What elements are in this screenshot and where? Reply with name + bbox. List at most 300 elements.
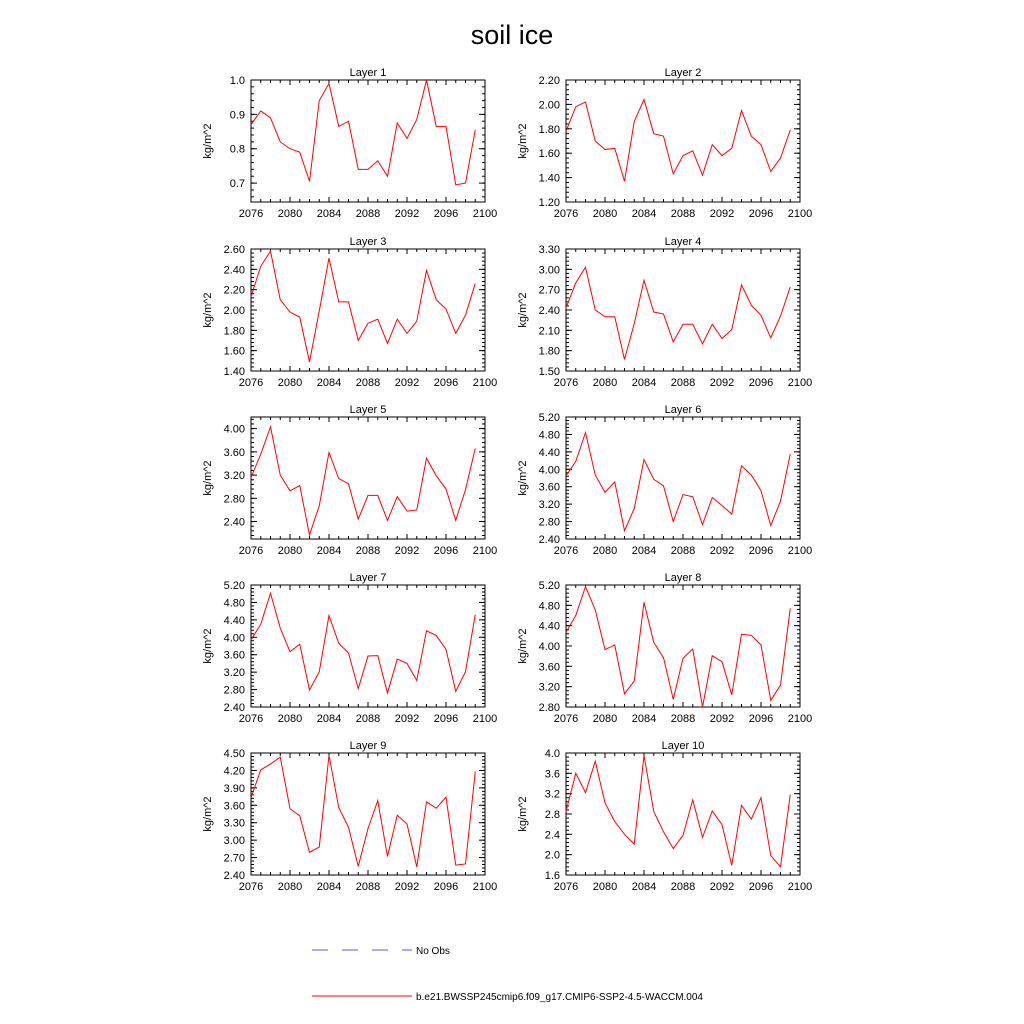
y-axis-label: kg/m^2 bbox=[202, 796, 214, 832]
data-point bbox=[692, 648, 693, 649]
data-point bbox=[653, 479, 654, 480]
y-tick-label: 2.40 bbox=[223, 702, 245, 714]
series-line bbox=[251, 593, 475, 693]
data-point bbox=[575, 282, 576, 283]
x-tick-label: 2084 bbox=[316, 713, 342, 725]
data-point bbox=[455, 184, 456, 185]
y-tick-label: 4.50 bbox=[223, 748, 245, 760]
data-point bbox=[309, 689, 310, 690]
data-point bbox=[702, 706, 703, 707]
x-tick-label: 2096 bbox=[748, 545, 774, 557]
x-tick-label: 2092 bbox=[709, 713, 735, 725]
y-axis-label: kg/m^2 bbox=[202, 628, 214, 664]
x-tick-label: 2088 bbox=[355, 881, 381, 893]
x-tick-label: 2084 bbox=[631, 713, 657, 725]
y-axis-label: kg/m^2 bbox=[202, 460, 214, 496]
data-point bbox=[614, 821, 615, 822]
plot-frame bbox=[251, 753, 485, 875]
data-point bbox=[770, 855, 771, 856]
data-point bbox=[643, 280, 644, 281]
data-point bbox=[377, 495, 378, 496]
panel-layer-10 bbox=[517, 740, 812, 893]
x-tick-label: 2088 bbox=[670, 713, 696, 725]
y-tick-label: 4.40 bbox=[538, 620, 560, 633]
data-point bbox=[328, 755, 329, 756]
y-axis-label: kg/m^2 bbox=[517, 292, 529, 328]
data-point bbox=[319, 847, 320, 848]
data-point bbox=[319, 100, 320, 101]
data-point bbox=[377, 800, 378, 801]
data-point bbox=[280, 756, 281, 757]
data-point bbox=[790, 608, 791, 609]
x-tick-label: 2092 bbox=[394, 545, 420, 557]
data-point bbox=[445, 126, 446, 127]
data-point bbox=[751, 818, 752, 819]
data-point bbox=[455, 333, 456, 334]
x-tick-label: 2088 bbox=[355, 713, 381, 725]
panel-layer-3 bbox=[202, 236, 497, 389]
y-tick-label: 1.80 bbox=[223, 325, 245, 338]
x-tick-label: 2084 bbox=[316, 545, 342, 557]
data-point bbox=[702, 524, 703, 525]
y-tick-label: 4.0 bbox=[544, 748, 560, 760]
data-point bbox=[475, 614, 476, 615]
data-point bbox=[780, 157, 781, 158]
data-point bbox=[367, 655, 368, 656]
data-point bbox=[367, 169, 368, 170]
data-point bbox=[643, 755, 644, 756]
data-point bbox=[338, 301, 339, 302]
x-tick-label: 2100 bbox=[787, 713, 813, 725]
data-point bbox=[260, 110, 261, 111]
data-point bbox=[682, 324, 683, 325]
data-point bbox=[741, 465, 742, 466]
x-tick-label: 2096 bbox=[433, 881, 459, 893]
x-tick-label: 2080 bbox=[277, 881, 303, 893]
y-tick-label: 2.60 bbox=[223, 244, 245, 256]
data-point bbox=[455, 691, 456, 692]
data-point bbox=[692, 150, 693, 151]
y-tick-label: 2.80 bbox=[223, 684, 245, 697]
data-point bbox=[445, 488, 446, 489]
plot-frame bbox=[566, 80, 800, 202]
series-line bbox=[566, 756, 790, 867]
data-point bbox=[367, 495, 368, 496]
series-line bbox=[251, 251, 475, 362]
data-point bbox=[465, 182, 466, 183]
data-point bbox=[585, 432, 586, 433]
series-line bbox=[566, 433, 790, 531]
x-tick-label: 2100 bbox=[787, 545, 813, 557]
data-point bbox=[712, 144, 713, 145]
data-point bbox=[692, 324, 693, 325]
data-point bbox=[280, 299, 281, 300]
y-tick-label: 1.50 bbox=[538, 366, 560, 378]
data-point bbox=[634, 323, 635, 324]
data-point bbox=[280, 474, 281, 475]
data-point bbox=[760, 644, 761, 645]
y-tick-label: 4.40 bbox=[538, 446, 560, 459]
data-point bbox=[673, 848, 674, 849]
data-point bbox=[465, 863, 466, 864]
data-point bbox=[299, 815, 300, 816]
data-point bbox=[280, 628, 281, 629]
x-tick-label: 2100 bbox=[472, 713, 498, 725]
data-point bbox=[634, 680, 635, 681]
panel-title: Layer 8 bbox=[664, 572, 702, 584]
data-point bbox=[780, 316, 781, 317]
x-tick-label: 2096 bbox=[748, 881, 774, 893]
data-point bbox=[653, 642, 654, 643]
y-tick-label: 3.60 bbox=[538, 661, 560, 674]
data-point bbox=[387, 692, 388, 693]
data-point bbox=[309, 534, 310, 535]
panel-title: Layer 9 bbox=[349, 740, 387, 752]
data-point bbox=[328, 83, 329, 84]
data-point bbox=[455, 520, 456, 521]
data-point bbox=[348, 827, 349, 828]
data-point bbox=[682, 155, 683, 156]
x-tick-label: 2088 bbox=[355, 545, 381, 557]
data-point bbox=[604, 492, 605, 493]
data-point bbox=[741, 110, 742, 111]
x-tick-label: 2100 bbox=[472, 208, 498, 220]
data-point bbox=[416, 321, 417, 322]
y-tick-label: 2.40 bbox=[538, 534, 560, 546]
data-point bbox=[406, 823, 407, 824]
y-tick-label: 5.20 bbox=[538, 412, 560, 424]
y-tick-label: 3.00 bbox=[538, 264, 560, 277]
series-line bbox=[251, 80, 475, 185]
x-tick-label: 2100 bbox=[787, 208, 813, 220]
data-point bbox=[328, 258, 329, 259]
data-point bbox=[387, 343, 388, 344]
y-tick-label: 2.80 bbox=[538, 516, 560, 529]
data-point bbox=[653, 133, 654, 134]
y-tick-label: 2.20 bbox=[223, 284, 245, 297]
y-tick-label: 3.60 bbox=[223, 800, 245, 813]
data-point bbox=[348, 301, 349, 302]
data-point bbox=[436, 299, 437, 300]
data-point bbox=[289, 148, 290, 149]
data-point bbox=[377, 319, 378, 320]
panel-title: Layer 7 bbox=[349, 572, 387, 584]
data-point bbox=[790, 794, 791, 795]
data-point bbox=[673, 341, 674, 342]
panel-layer-7 bbox=[202, 572, 497, 725]
x-tick-label: 2084 bbox=[631, 208, 657, 220]
data-point bbox=[575, 615, 576, 616]
data-point bbox=[299, 644, 300, 645]
legend-obs-label: No Obs bbox=[416, 946, 450, 957]
data-point bbox=[770, 337, 771, 338]
data-point bbox=[673, 173, 674, 174]
data-point bbox=[673, 699, 674, 700]
data-point bbox=[585, 101, 586, 102]
data-point bbox=[595, 140, 596, 141]
data-point bbox=[358, 688, 359, 689]
data-point bbox=[328, 452, 329, 453]
y-tick-label: 1.40 bbox=[538, 172, 560, 185]
data-point bbox=[436, 475, 437, 476]
data-point bbox=[387, 520, 388, 521]
data-point bbox=[397, 122, 398, 123]
data-point bbox=[358, 519, 359, 520]
data-point bbox=[575, 461, 576, 462]
data-point bbox=[377, 160, 378, 161]
series-line bbox=[566, 267, 790, 359]
data-point bbox=[465, 671, 466, 672]
data-point bbox=[760, 315, 761, 316]
x-tick-label: 2096 bbox=[748, 208, 774, 220]
data-point bbox=[397, 658, 398, 659]
data-point bbox=[465, 314, 466, 315]
data-point bbox=[624, 359, 625, 360]
data-point bbox=[397, 496, 398, 497]
x-tick-label: 2076 bbox=[553, 208, 579, 220]
data-point bbox=[416, 509, 417, 510]
y-tick-label: 3.6 bbox=[544, 768, 560, 781]
data-point bbox=[751, 305, 752, 306]
x-tick-label: 2092 bbox=[709, 208, 735, 220]
data-point bbox=[475, 129, 476, 130]
data-point bbox=[702, 837, 703, 838]
y-axis-label: kg/m^2 bbox=[202, 123, 214, 159]
data-point bbox=[338, 478, 339, 479]
y-tick-label: 3.30 bbox=[223, 817, 245, 830]
data-point bbox=[406, 663, 407, 664]
data-point bbox=[309, 852, 310, 853]
data-point bbox=[280, 141, 281, 142]
data-point bbox=[712, 497, 713, 498]
plot-frame bbox=[566, 417, 800, 539]
plot-frame bbox=[566, 585, 800, 707]
data-point bbox=[712, 324, 713, 325]
x-tick-label: 2084 bbox=[631, 881, 657, 893]
data-point bbox=[643, 602, 644, 603]
data-point bbox=[250, 477, 251, 478]
data-point bbox=[436, 126, 437, 127]
data-point bbox=[445, 649, 446, 650]
data-point bbox=[731, 329, 732, 330]
data-point bbox=[614, 148, 615, 149]
y-tick-label: 3.20 bbox=[538, 499, 560, 512]
x-tick-label: 2084 bbox=[316, 881, 342, 893]
data-point bbox=[445, 797, 446, 798]
series-line bbox=[251, 427, 475, 535]
data-point bbox=[595, 609, 596, 610]
data-point bbox=[624, 181, 625, 182]
x-tick-label: 2092 bbox=[394, 881, 420, 893]
x-tick-label: 2092 bbox=[709, 377, 735, 389]
x-tick-label: 2088 bbox=[355, 208, 381, 220]
data-point bbox=[760, 797, 761, 798]
x-tick-label: 2080 bbox=[277, 713, 303, 725]
plot-frame bbox=[251, 80, 485, 202]
data-point bbox=[426, 458, 427, 459]
data-point bbox=[319, 505, 320, 506]
data-point bbox=[445, 308, 446, 309]
x-tick-label: 2084 bbox=[316, 208, 342, 220]
data-point bbox=[565, 307, 566, 308]
data-point bbox=[270, 763, 271, 764]
y-tick-label: 3.60 bbox=[538, 481, 560, 494]
data-point bbox=[348, 483, 349, 484]
data-point bbox=[270, 250, 271, 251]
panel-layer-4 bbox=[517, 236, 812, 389]
x-tick-label: 2076 bbox=[238, 377, 264, 389]
data-point bbox=[604, 149, 605, 150]
data-point bbox=[260, 266, 261, 267]
y-tick-label: 3.00 bbox=[223, 835, 245, 848]
data-point bbox=[770, 525, 771, 526]
data-point bbox=[731, 865, 732, 866]
data-point bbox=[299, 317, 300, 318]
data-point bbox=[643, 459, 644, 460]
data-point bbox=[250, 639, 251, 640]
y-tick-label: 3.20 bbox=[223, 470, 245, 483]
x-tick-label: 2080 bbox=[592, 545, 618, 557]
data-point bbox=[682, 658, 683, 659]
data-point bbox=[751, 136, 752, 137]
x-tick-label: 2084 bbox=[631, 545, 657, 557]
y-tick-label: 2.4 bbox=[544, 829, 560, 842]
data-point bbox=[426, 79, 427, 80]
y-axis-label: kg/m^2 bbox=[517, 460, 529, 496]
data-point bbox=[712, 655, 713, 656]
y-tick-label: 1.80 bbox=[538, 123, 560, 136]
x-tick-label: 2076 bbox=[553, 713, 579, 725]
y-tick-label: 2.80 bbox=[223, 493, 245, 506]
data-point bbox=[436, 808, 437, 809]
y-tick-label: 2.00 bbox=[223, 305, 245, 317]
panel-layer-8 bbox=[517, 572, 812, 725]
y-tick-label: 2.40 bbox=[223, 516, 245, 529]
y-axis-label: kg/m^2 bbox=[517, 628, 529, 664]
data-point bbox=[751, 635, 752, 636]
x-tick-label: 2100 bbox=[472, 377, 498, 389]
data-point bbox=[575, 773, 576, 774]
x-tick-label: 2088 bbox=[355, 377, 381, 389]
data-point bbox=[653, 311, 654, 312]
data-point bbox=[712, 810, 713, 811]
data-point bbox=[604, 649, 605, 650]
y-tick-label: 2.20 bbox=[538, 75, 560, 87]
data-point bbox=[426, 270, 427, 271]
data-point bbox=[358, 169, 359, 170]
x-tick-label: 2076 bbox=[553, 377, 579, 389]
data-point bbox=[741, 284, 742, 285]
data-point bbox=[426, 801, 427, 802]
y-tick-label: 4.80 bbox=[538, 429, 560, 442]
data-point bbox=[595, 309, 596, 310]
legend-series-label: b.e21.BWSSP245cmip6.f09_g17.CMIP6-SSP2-4.5-WACCM.004 bbox=[416, 992, 703, 1003]
data-point bbox=[721, 824, 722, 825]
x-tick-label: 2096 bbox=[433, 208, 459, 220]
data-point bbox=[790, 129, 791, 130]
data-point bbox=[348, 652, 349, 653]
data-point bbox=[663, 485, 664, 486]
data-point bbox=[721, 505, 722, 506]
data-point bbox=[760, 144, 761, 145]
y-tick-label: 4.00 bbox=[223, 423, 245, 436]
y-tick-label: 2.70 bbox=[538, 284, 560, 297]
data-point bbox=[328, 615, 329, 616]
panel-layer-9 bbox=[202, 740, 497, 893]
data-point bbox=[299, 485, 300, 486]
plot-frame bbox=[251, 585, 485, 707]
x-tick-label: 2080 bbox=[592, 713, 618, 725]
data-point bbox=[692, 496, 693, 497]
y-tick-label: 4.00 bbox=[538, 464, 560, 477]
y-axis-label: kg/m^2 bbox=[517, 123, 529, 159]
data-point bbox=[780, 866, 781, 867]
x-tick-label: 2080 bbox=[277, 377, 303, 389]
data-point bbox=[614, 316, 615, 317]
panels bbox=[202, 67, 812, 893]
data-point bbox=[614, 481, 615, 482]
y-tick-label: 5.20 bbox=[538, 580, 560, 592]
panel-title: Layer 4 bbox=[664, 236, 702, 248]
data-point bbox=[260, 454, 261, 455]
data-point bbox=[406, 511, 407, 512]
data-point bbox=[289, 311, 290, 312]
data-point bbox=[731, 694, 732, 695]
y-tick-label: 3.2 bbox=[544, 788, 560, 801]
x-tick-label: 2096 bbox=[748, 713, 774, 725]
data-point bbox=[289, 808, 290, 809]
y-tick-label: 0.7 bbox=[229, 178, 245, 191]
data-point bbox=[624, 530, 625, 531]
data-point bbox=[475, 771, 476, 772]
y-tick-label: 3.90 bbox=[223, 782, 245, 795]
x-tick-label: 2084 bbox=[316, 377, 342, 389]
x-tick-label: 2092 bbox=[394, 208, 420, 220]
y-tick-label: 1.80 bbox=[538, 345, 560, 358]
x-tick-label: 2076 bbox=[238, 208, 264, 220]
data-point bbox=[634, 508, 635, 509]
data-point bbox=[387, 856, 388, 857]
data-point bbox=[741, 634, 742, 635]
y-tick-label: 5.20 bbox=[223, 580, 245, 592]
y-tick-label: 2.40 bbox=[223, 870, 245, 882]
y-tick-label: 2.40 bbox=[223, 264, 245, 277]
data-point bbox=[565, 131, 566, 132]
data-point bbox=[790, 453, 791, 454]
y-tick-label: 2.00 bbox=[538, 99, 560, 112]
plot-frame bbox=[251, 417, 485, 539]
series-line bbox=[566, 587, 790, 707]
data-point bbox=[731, 514, 732, 515]
data-point bbox=[377, 655, 378, 656]
data-point bbox=[780, 685, 781, 686]
data-point bbox=[319, 310, 320, 311]
legend bbox=[312, 946, 703, 1003]
data-point bbox=[565, 632, 566, 633]
x-tick-label: 2100 bbox=[472, 881, 498, 893]
data-point bbox=[397, 319, 398, 320]
x-tick-label: 2092 bbox=[394, 377, 420, 389]
data-point bbox=[770, 171, 771, 172]
plot-frame bbox=[566, 753, 800, 875]
data-point bbox=[653, 811, 654, 812]
y-tick-label: 1.60 bbox=[538, 148, 560, 161]
x-tick-label: 2100 bbox=[787, 377, 813, 389]
y-tick-label: 4.40 bbox=[223, 614, 245, 627]
x-tick-label: 2088 bbox=[670, 208, 696, 220]
plot-frame bbox=[566, 249, 800, 371]
data-point bbox=[721, 338, 722, 339]
